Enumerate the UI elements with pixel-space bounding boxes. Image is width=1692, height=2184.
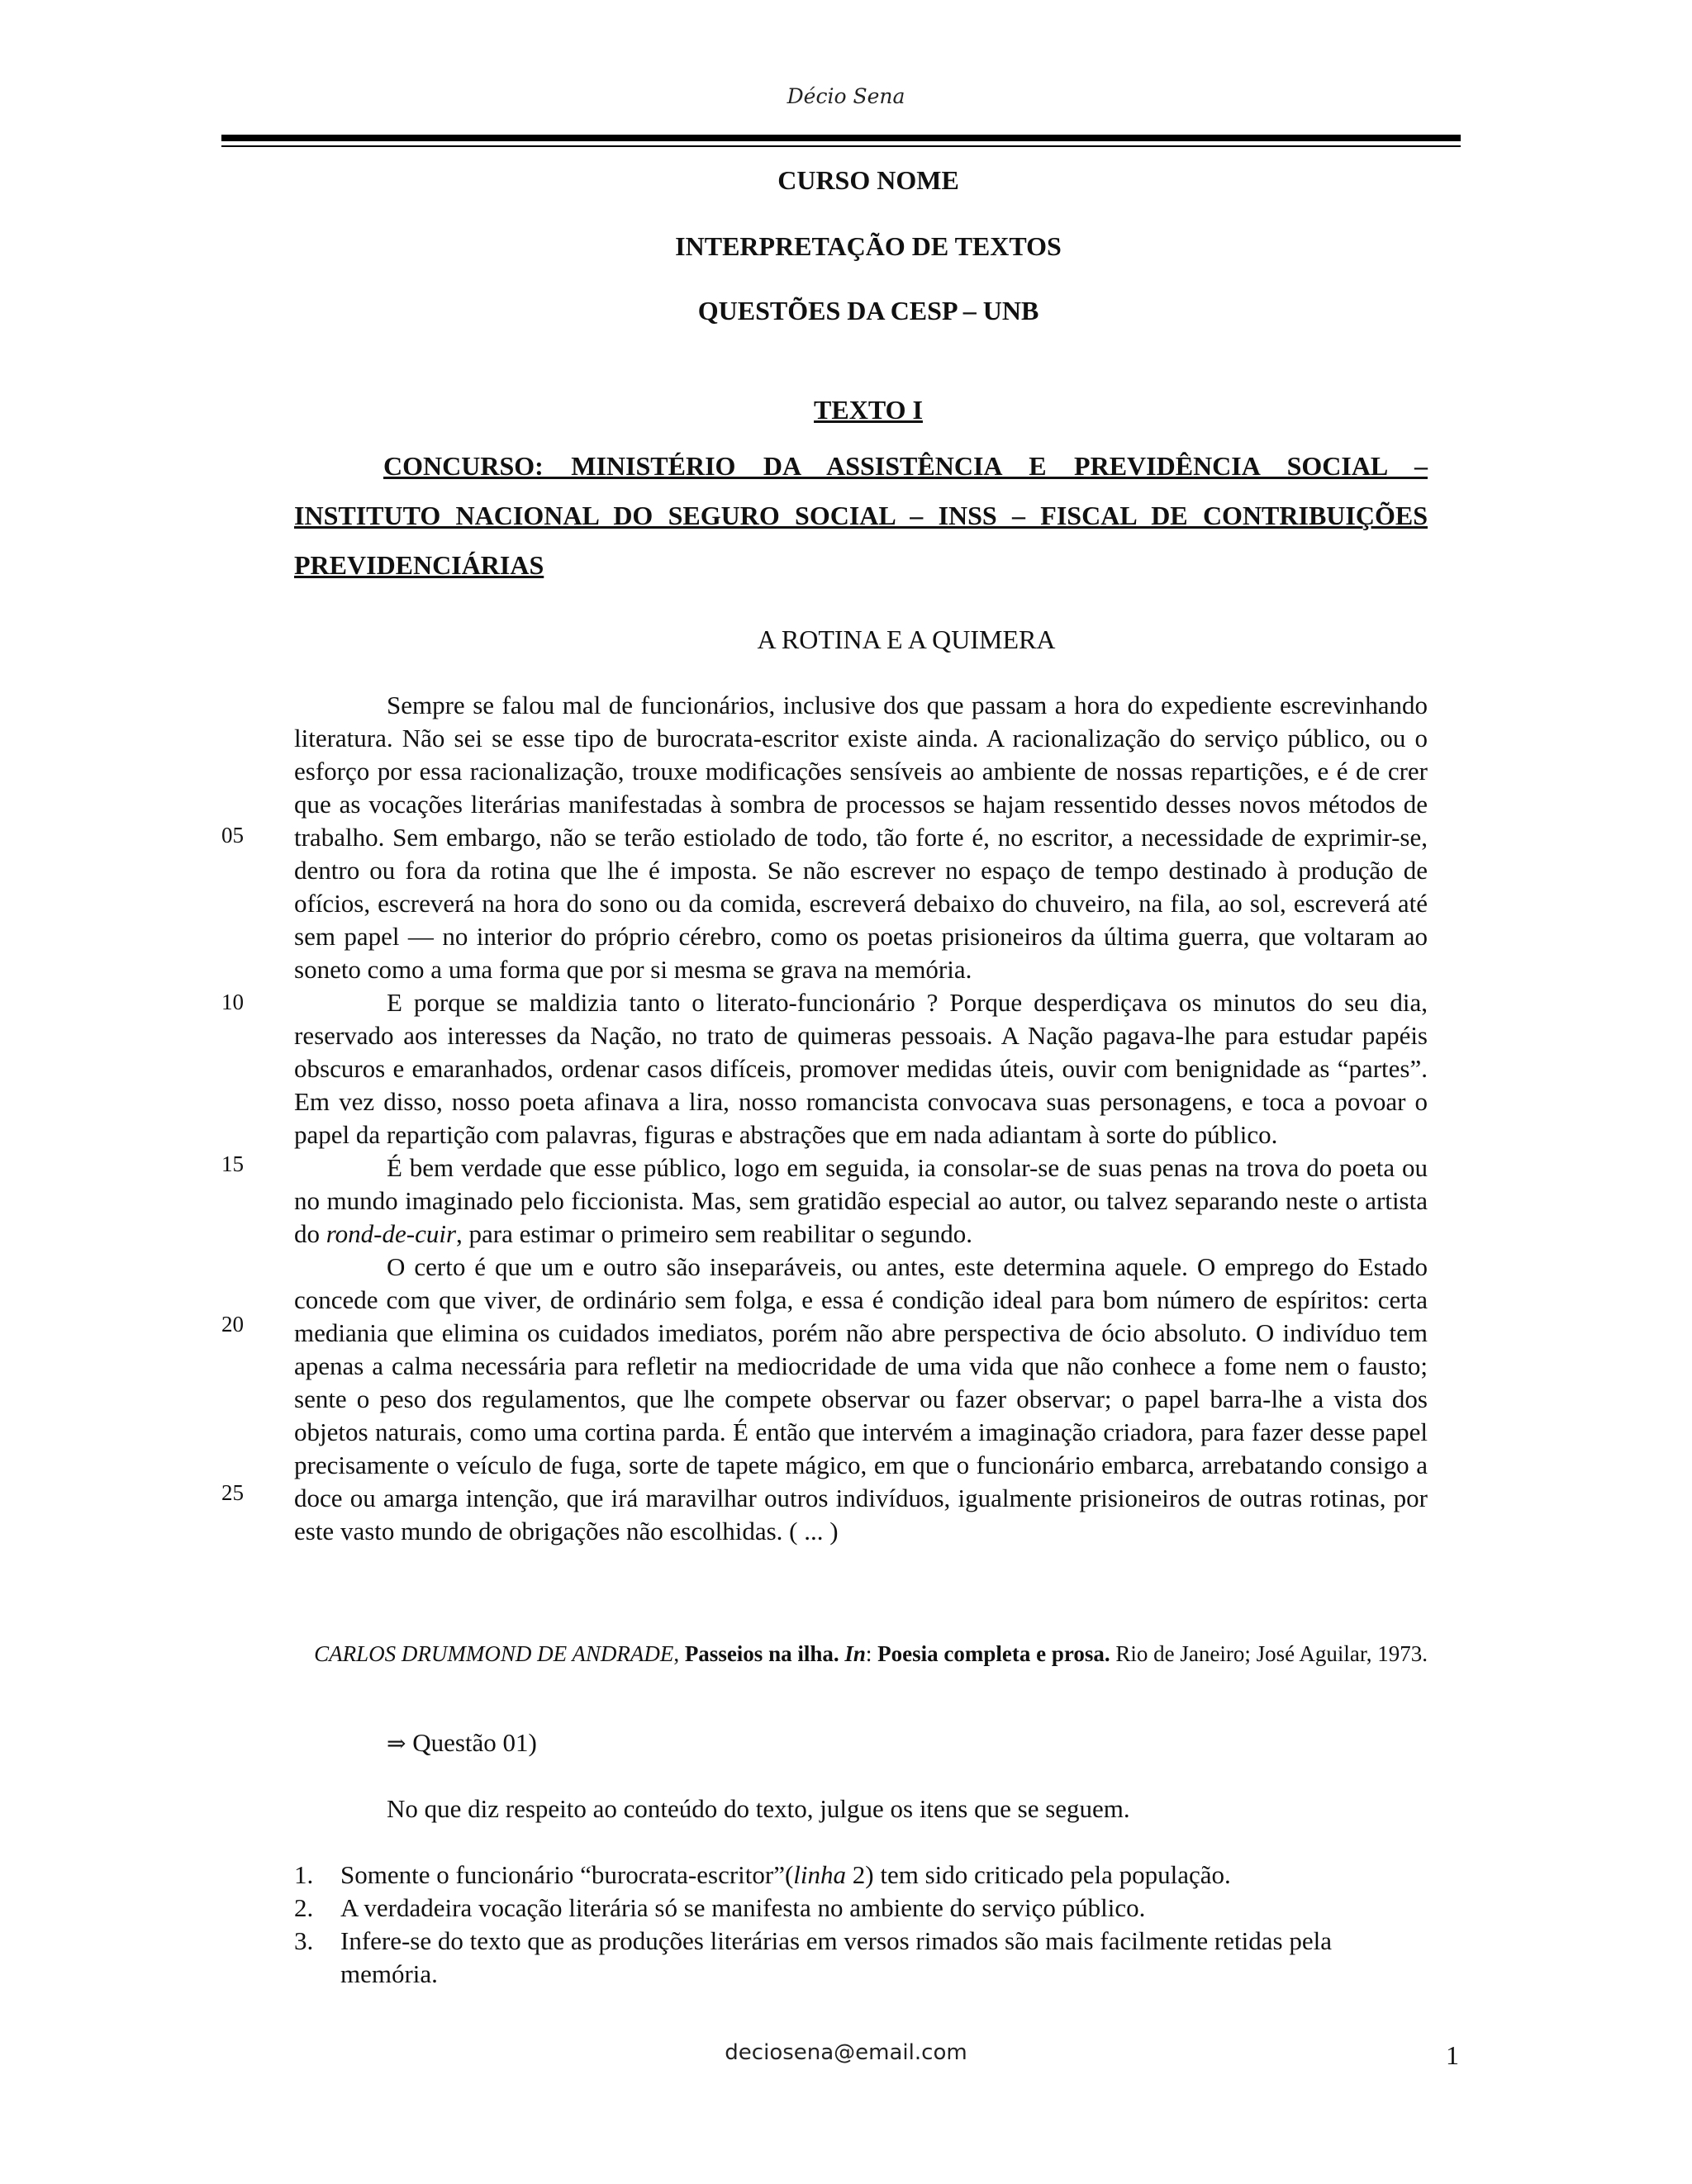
text-title: A ROTINA E A QUIMERA (757, 624, 1056, 654)
header-rule-thin (221, 145, 1461, 147)
item-text: A verdadeira vocação literária só se manifesta no ambiente do serviço público. (340, 1893, 1146, 1922)
paragraph-2: E porque se maldizia tanto o literato-funcionário ? Porque desperdiçava os minutos do seu dia, reservado aos interesses da Nação, no trato de quimeras pessoais. A Nação pagava-lhe para estudar papéis obscuros e emaranhados, ordenar casos difíceis, promover medidas úteis, ouvir com benignidade as “partes”. Em vez disso, nosso poeta afinava a lira, nosso romancista convocava suas personagens, e toca a povoar o papel da repartição com palavras, figuras e abstrações que em nada adiantam à sorte do público. (294, 988, 1428, 1149)
course-title: CURSO NOME (777, 165, 959, 195)
page-number: 1 (1446, 2040, 1459, 2070)
source-title: QUESTÕES DA CESP – UNB (697, 296, 1039, 325)
citation-in: In (844, 1641, 866, 1666)
citation-sep1: , (673, 1641, 685, 1666)
citation (294, 1637, 1428, 1670)
text-label: TEXTO I (814, 395, 923, 425)
citation-sep2: : (865, 1641, 878, 1666)
right-double-arrow-icon: ⇒ (387, 1731, 406, 1757)
citation-publisher: Rio de Janeiro; José Aguilar, 1973. (1110, 1641, 1428, 1666)
item-1-italic: linha (793, 1860, 847, 1889)
concurso-heading: CONCURSO: MINISTÉRIO DA ASSISTÊNCIA E PREVIDÊNCIA SOCIAL – INSTITUTO NACIONAL DO SEGURO SOCIAL – INSS – FISCAL DE CONTRIBUIÇÕES PREVIDENCIÁRIAS (294, 451, 1428, 580)
line-number-10: 10 (221, 990, 244, 1014)
item-number: 1. (294, 1860, 314, 1889)
line-number-15: 15 (221, 1151, 244, 1176)
list-item (294, 1859, 1428, 1892)
question-label (387, 1728, 537, 1758)
paragraph-3-before: É bem verdade que esse público, logo em seguida, ia consolar-se de suas penas na trova do poeta ou no mundo imaginado pelo ficcionista. Mas, sem gratidão especial ao autor, ou talvez separando neste o artista do (294, 1153, 1428, 1248)
line-number-05: 05 (221, 823, 244, 847)
paragraph-3 (294, 1151, 1428, 1251)
citation-book: Poesia completa e prosa. (877, 1641, 1110, 1666)
paragraph-1: Sempre se falou mal de funcionários, inclusive dos que passam a hora do expediente escrevinhando literatura. Não sei se esse tipo de burocrata-escritor existe ainda. A racionalização do serviço público, ou o esforço por essa racionalização, trouxe modificações sensíveis ao ambiente de nossas repartições, e é de crer que as vocações literárias manifestadas à sombra de processos se hajam ressentido desses novos métodos de trabalho. Sem embargo, não se terão estiolado de todo, tão forte é, no escritor, a necessidade de exprimir-se, dentro ou fora da rotina que lhe é imposta. Se não escrever no espaço de tempo destinado à produção de ofícios, escreverá na hora do sono ou da comida, escreverá debaixo do chuveiro, na fila, ao sol, escreverá até sem papel — no interior do próprio cérebro, como os poetas prisioneiros da última guerra, que voltaram ao soneto como a uma forma que por si mesma se grava na memória. (294, 691, 1428, 984)
item-1-before: Somente o funcionário “burocrata-escritor”( (340, 1860, 794, 1889)
line-number-25: 25 (221, 1480, 244, 1505)
line-number-20: 20 (221, 1312, 244, 1337)
citation-author: CARLOS DRUMMOND DE ANDRADE (314, 1641, 674, 1666)
question-items (294, 1859, 1428, 1991)
header-author: Décio Sena (787, 84, 905, 108)
paragraph-4: O certo é que um e outro são inseparáveis, ou antes, este determina aquele. O emprego do Estado concede com que viver, de ordinário sem folga, e essa é condição ideal para bom número de espíritos: certa mediania que elimina os cuidados imediatos, porém não abre perspectiva de ócio absoluto. O indivíduo tem apenas a calma necessária para refletir na mediocridade de uma vida que não conhece a fome nem o fausto; sente o peso dos regulamentos, que lhe compete observar ou fazer observar; o papel barra-lhe a vista dos objetos naturais, como uma cortina parda. É então que intervém a imaginação criadora, para fazer desse papel precisamente o veículo de fuga, sorte de tapete mágico, em que o funcionário embarca, arrebatando consigo a doce ou amarga intenção, que irá maravilhar outros indivíduos, igualmente prisioneiros de outras rotinas, por este vasto mundo de obrigações não escolhidas. ( ... ) (294, 1252, 1428, 1545)
text-body (294, 689, 1428, 1548)
paragraph-3-italic: rond-de-cuir (326, 1219, 457, 1248)
subject-title: INTERPRETAÇÃO DE TEXTOS (675, 231, 1062, 261)
citation-work: Passeios na ilha. (684, 1641, 839, 1666)
question-title: Questão 01) (412, 1728, 537, 1757)
paragraph-3-after: , para estimar o primeiro sem reabilitar o segundo. (456, 1219, 972, 1248)
item-number: 3. (294, 1926, 314, 1955)
list-item (294, 1892, 1428, 1925)
item-text: Infere-se do texto que as produções literárias em versos rimados são mais facilmente retidas pela memória. (340, 1926, 1332, 1988)
item-number: 2. (294, 1893, 314, 1922)
item-1-after: 2) tem sido criticado pela população. (846, 1860, 1231, 1889)
footer-email: deciosena@email.com (725, 2040, 967, 2065)
item-text (340, 1859, 1428, 1892)
list-item (294, 1925, 1428, 1991)
question-prompt: No que diz respeito ao conteúdo do texto, julgue os itens que se seguem. (387, 1794, 1130, 1823)
header-rule-thick (221, 135, 1461, 141)
